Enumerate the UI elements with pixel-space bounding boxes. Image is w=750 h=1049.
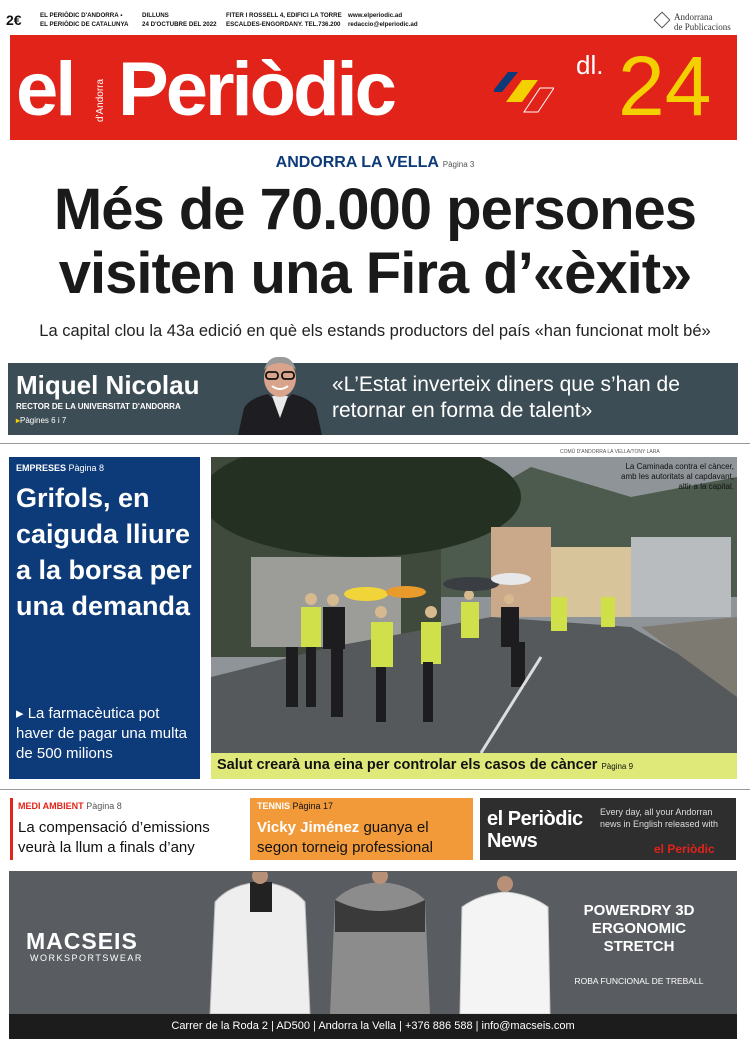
ad-logo: MACSEIS bbox=[26, 928, 138, 954]
portrait-photo bbox=[230, 348, 330, 435]
weekday: dl. bbox=[576, 50, 604, 80]
edition-date: DILLUNS 24 D'OCTUBRE DEL 2022 bbox=[142, 12, 217, 28]
env-headline[interactable]: La compensació d’emissions veurà la llum a finals d’any bbox=[18, 819, 210, 856]
divider bbox=[0, 443, 750, 444]
lead-kicker: ANDORRA LA VELLA Pàgina 3 bbox=[275, 154, 475, 171]
contact[interactable]: www.elperiodic.ad redaccio@elperiodic.ad bbox=[348, 12, 418, 28]
business-text: ▸ La farmacèutica pot haver de pagar una multa de 500 milions bbox=[16, 705, 187, 762]
ad-sub: ROBA FUNCIONAL DE TREBALL bbox=[574, 976, 704, 986]
business-kicker: EMPRESES Pàgina 8 bbox=[16, 463, 105, 473]
tennis-kicker: TENNIS Pàgina 17 bbox=[257, 801, 334, 811]
lead-photo bbox=[211, 457, 737, 753]
tennis-headline[interactable]: Vicky Jiménez guanya el segon torneig professional bbox=[257, 819, 433, 856]
flag-icon bbox=[494, 68, 554, 118]
photo-credit: COMÚ D'ANDORRA LA VELLA/TONY LARA bbox=[560, 449, 660, 455]
lead-headline[interactable]: Més de 70.000 persones visiten una Fira d’«èxit» bbox=[53, 177, 697, 306]
news-logo: el Periòdic News bbox=[487, 808, 583, 852]
ad-contact[interactable]: Carrer de la Roda 2 | AD500 | Andorra la Vella | +376 886 588 | info@macseis.com bbox=[9, 1014, 737, 1039]
masthead-el: el bbox=[16, 47, 74, 132]
ad-garments bbox=[190, 872, 560, 1014]
publisher: Andorrana de Publicacions bbox=[656, 12, 731, 32]
interview-pages: ▸Pàgines 6 i 7 bbox=[16, 416, 67, 425]
divider bbox=[0, 789, 750, 790]
ad-title: POWERDRY 3D ERGONOMIC STRETCH bbox=[583, 902, 695, 955]
env-kicker: MEDI AMBIENT Pàgina 8 bbox=[18, 801, 122, 811]
interviewee-role: RECTOR DE LA UNIVERSITAT D'ANDORRA bbox=[16, 402, 181, 411]
news-text: Every day, all your Andorran news in English released with bbox=[600, 807, 719, 829]
photo-caption[interactable]: Salut crearà una eina per controlar els casos de càncer Pàgina 9 bbox=[211, 753, 737, 779]
ad-logo-sub: WORKSPORTSWEAR bbox=[30, 953, 143, 963]
masthead-dandorra: d'Andorra bbox=[95, 78, 106, 122]
masthead-periodic: Periòdic bbox=[118, 47, 394, 132]
diamond-icon bbox=[654, 12, 671, 29]
photo-text: La Caminada contra el càncer, amb les autoritats al capdavant, altir a la capital. bbox=[621, 462, 734, 491]
address: FITER I ROSSELL 4, EDIFICI LA TORRE ESCALDES-ENGORDANY. TEL.736.200 bbox=[226, 12, 342, 28]
business-headline[interactable]: Grifols, en caiguda lliure a la borsa per una demanda bbox=[16, 483, 192, 621]
interview-quote: «L’Estat inverteix diners que s’han de retornar en forma de talent» bbox=[332, 373, 680, 422]
publication-list: EL PERIÒDIC D'ANDORRA ▪ EL PERIÒDIC DE CATALUNYA bbox=[40, 12, 129, 28]
lead-subhead: La capital clou la 43a edició en què els estands productors del país «han funcionat molt bé» bbox=[39, 322, 711, 340]
interviewee-name: Miquel Nicolau bbox=[16, 370, 200, 400]
news-brand: el Periòdic bbox=[654, 842, 715, 856]
price: 2€ bbox=[6, 12, 22, 28]
day-number: 24 bbox=[618, 39, 712, 133]
